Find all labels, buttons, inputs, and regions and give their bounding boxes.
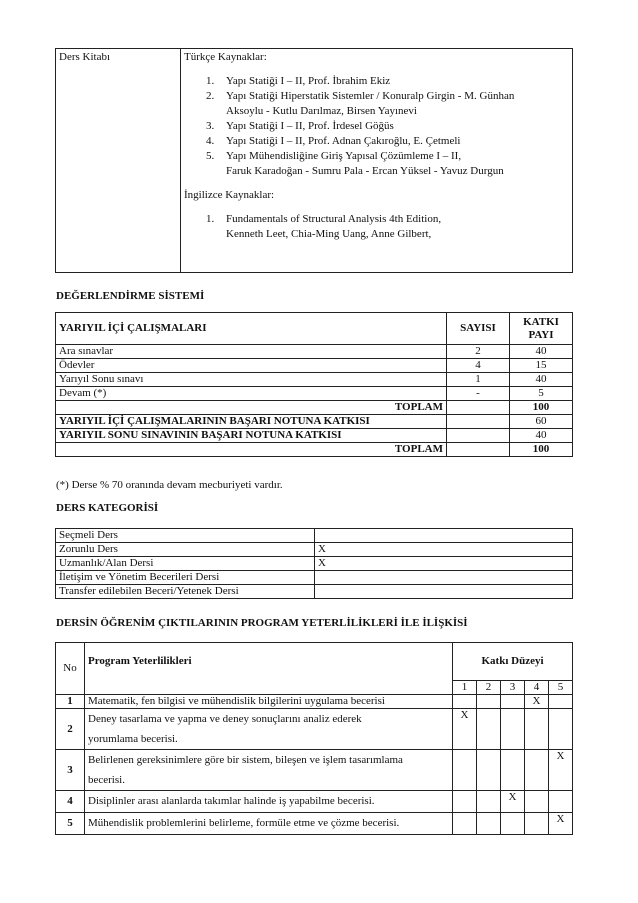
col-count-header: SAYISI — [447, 313, 510, 345]
table-row: İletişim ve Yönetim Becerileri Dersi — [56, 571, 573, 585]
table-row: Zorunlu Ders X — [56, 543, 573, 557]
final-contribution-row: YARIYIL SONU SINAVININ BAŞARI NOTUNA KATKISI 40 — [56, 429, 573, 443]
attendance-note: (*) Derse % 70 oranında devam mecburiyeti vardır. — [56, 479, 283, 491]
table-row: Seçmeli Ders — [56, 529, 573, 543]
list-item: 2. Yapı Statiği Hiperstatik Sistemler / Konuralp Girgin - M. Günhan Aksoylu - Kutlu Darılmaz, Birsen Yayınevi — [206, 90, 515, 117]
textbook-sources — [181, 49, 573, 273]
total-row: TOPLAM 100 — [56, 401, 573, 415]
table-row: Devam (*) - 5 — [56, 387, 573, 401]
table-row: 3 Belirlenen gereksinimlere göre bir sistem, bileşen ve işlem tasarımlama becerisi. X — [56, 750, 573, 791]
table-row: 2 Deney tasarlama ve yapma ve deney sonuçlarını analiz ederek yorumlama becerisi. X — [56, 709, 573, 750]
assessment-table — [55, 312, 573, 457]
list-item: 3. Yapı Statiği I – II, Prof. İrdesel Göğüs — [206, 120, 394, 132]
list-item: 4. Yapı Statiği I – II, Prof. Adnan Çakıroğlu, E. Çetmeli — [206, 135, 461, 147]
table-row: 5 Mühendislik problemlerini belirleme, formüle etme ve çözme becerisi. X — [56, 813, 573, 835]
col-contrib-header: KATKI PAYI — [510, 313, 573, 345]
outcomes-heading: DERSİN ÖĞRENİM ÇIKTILARININ PROGRAM YETERLİLİKLERİ İLE İLİŞKİSİ — [56, 617, 468, 629]
table-row: Transfer edilebilen Beceri/Yetenek Dersi — [56, 585, 573, 599]
table-row: 1 Matematik, fen bilgisi ve mühendislik bilgilerini uygulama becerisi X — [56, 695, 573, 709]
table-row: Ödevler 4 15 — [56, 359, 573, 373]
turkish-sources-header: Türkçe Kaynaklar: — [184, 51, 267, 63]
list-item: 5. Yapı Mühendisliğine Giriş Yapısal Çözümleme I – II, Faruk Karadoğan - Sumru Pala - Ercan Yüksel - Yavuz Durgun — [206, 150, 504, 177]
midterm-contribution-row: YARIYIL İÇİ ÇALIŞMALARININ BAŞARI NOTUNA KATKISI 60 — [56, 415, 573, 429]
table-row: Uzmanlık/Alan Dersi X — [56, 557, 573, 571]
english-sources-header: İngilizce Kaynaklar: — [184, 189, 275, 201]
textbook-table — [55, 48, 573, 273]
outcomes-table: No Program Yeterlilikleri Katkı Düzeyi 1 2 3 4 5 1 Matematik, fen bilgisi ve mühendislik bilgilerini uygulama becerisi X 2 Deney tasarlama ve yapma ve deney sonuçlarını analiz ederek yorumlama becerisi. X 3 Belirlenen gereksinimlere göre bir sistem, bileşen ve işlem tasarımlama becerisi. X 4 Disiplinler arası alanlarda takımlar halinde iş yapabilme becerisi. X 5 Mühendislik problemlerini belirleme, formüle etme ve çözme becerisi. X — [55, 642, 573, 835]
col-competence-header: Program Yeterlilikleri — [85, 643, 453, 681]
total-row-2: TOPLAM 100 — [56, 443, 573, 457]
textbook-label: Ders Kitabı — [56, 49, 181, 273]
table-row: Yarıyıl Sonu sınavı 1 40 — [56, 373, 573, 387]
turkish-sources-list — [206, 74, 569, 179]
english-sources-list — [206, 212, 569, 242]
list-item: 1. Fundamentals of Structural Analysis 4th Edition, Kenneth Leet, Chia-Ming Uang, Anne Gilbert, — [206, 213, 442, 240]
list-item: 1. Yapı Statiği I – II, Prof. İbrahim Ekiz — [206, 75, 391, 87]
table-row: Ara sınavlar 2 40 — [56, 345, 573, 359]
category-table — [55, 528, 573, 599]
assessment-heading: DEĞERLENDİRME SİSTEMİ — [56, 290, 205, 302]
category-heading: DERS KATEGORİSİ — [56, 502, 159, 514]
col-work-header: YARIYIL İÇİ ÇALIŞMALARI — [56, 313, 447, 345]
col-no-header: No — [56, 643, 85, 695]
col-level-header: Katkı Düzeyi — [453, 643, 573, 681]
table-row: 4 Disiplinler arası alanlarda takımlar halinde iş yapabilme becerisi. X — [56, 791, 573, 813]
